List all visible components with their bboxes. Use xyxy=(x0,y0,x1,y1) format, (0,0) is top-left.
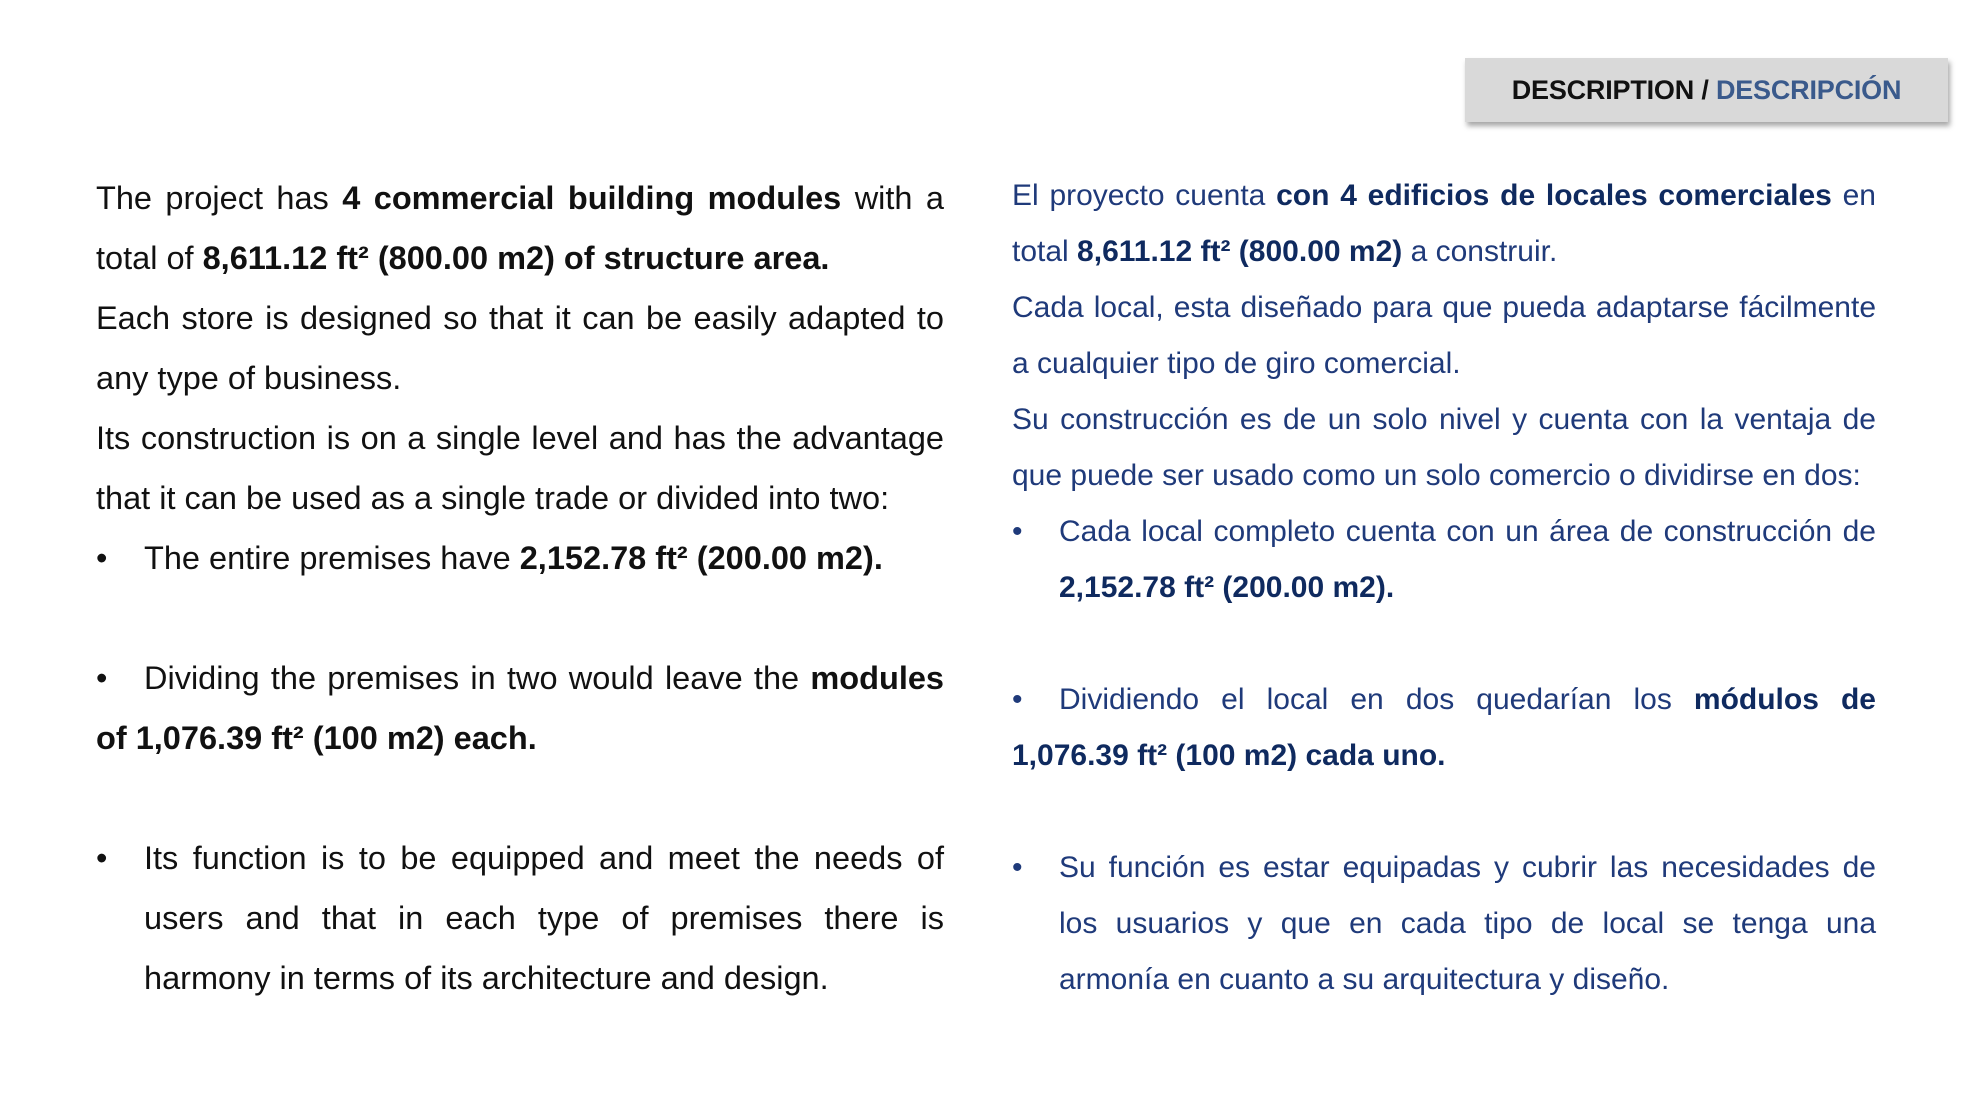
english-bullet-entire-premises: • The entire premises have 2,152.78 ft² (200.00 m2). xyxy=(96,528,944,588)
header-label-spanish: DESCRIPCIÓN xyxy=(1715,74,1902,105)
spanish-bullet-divided-premises: • Dividiendo el local en dos quedarían los módulos de 1,076.39 ft² (100 m2) cada uno. xyxy=(1012,672,1876,784)
spanish-column xyxy=(1012,168,1876,1008)
english-column xyxy=(96,168,944,1008)
header-label-english: DESCRIPTION / xyxy=(1511,74,1709,105)
english-paragraph-intro: The project has 4 commercial building modules with a total of 8,611.12 ft² (800.00 m2) of structure area. xyxy=(96,180,944,276)
english-paragraph-construction: Its construction is on a single level and has the advantage that it can be used as a single trade or divided into two: xyxy=(96,420,944,516)
bullet-marker: • xyxy=(96,840,108,876)
section-header-tab xyxy=(1465,58,1948,122)
spanish-paragraph-intro: El proyecto cuenta con 4 edificios de locales comerciales en total 8,611.12 ft² (800.00 m2) a construir. xyxy=(1012,179,1876,268)
english-paragraph-adaptable: Each store is designed so that it can be easily adapted to any type of business. xyxy=(96,300,944,396)
spanish-bullet-entire-premises: • Cada local completo cuenta con un área de construcción de 2,152.78 ft² (200.00 m2). xyxy=(1012,504,1876,616)
bullet-marker: • xyxy=(96,660,108,696)
bullet-marker: • xyxy=(1012,683,1023,716)
spanish-bullet-function: • Su función es estar equipadas y cubrir las necesidades de los usuarios y que en cada tipo de local se tenga una armonía en cuanto a su arquitectura y diseño. xyxy=(1012,840,1876,1008)
english-bullet-divided-premises: • Dividing the premises in two would leave the modules of 1,076.39 ft² (100 m2) each. xyxy=(96,648,944,768)
bullet-marker: • xyxy=(96,540,108,576)
spanish-paragraph-adaptable: Cada local, esta diseñado para que pueda adaptarse fácilmente a cualquier tipo de giro comercial. xyxy=(1012,291,1876,380)
bullet-marker: • xyxy=(1012,851,1023,884)
english-bullet-function: • Its function is to be equipped and meet the needs of users and that in each type of premises there is harmony in terms of its architecture and design. xyxy=(96,828,944,1008)
spanish-paragraph-construction: Su construcción es de un solo nivel y cuenta con la ventaja de que puede ser usado como un solo comercio o dividirse en dos: xyxy=(1012,403,1876,492)
bullet-marker: • xyxy=(1012,515,1023,548)
